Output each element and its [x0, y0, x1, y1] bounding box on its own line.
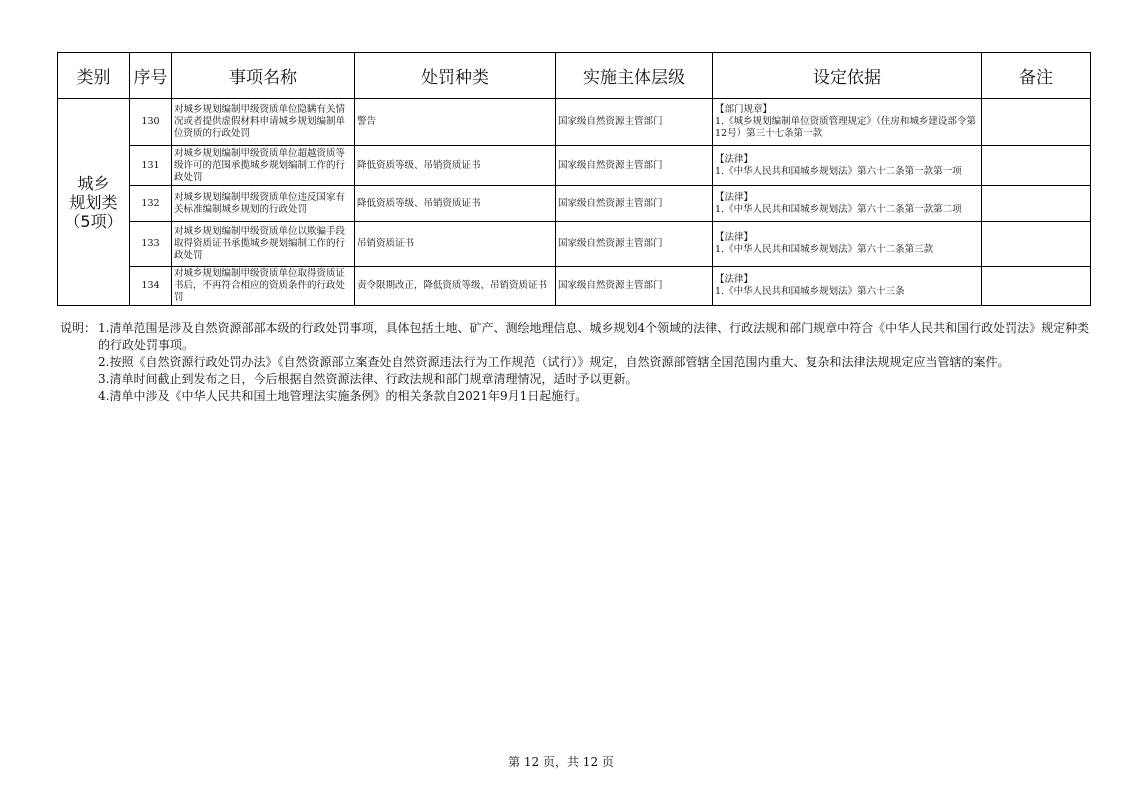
header-penalty-type: 处罚种类: [355, 53, 556, 99]
row-item-name: 对城乡规划编制甲级资质单位违反国家有关标准编制城乡规划的行政处罚: [172, 186, 355, 222]
header-number: 序号: [130, 53, 172, 99]
row-authority-level: 国家级自然资源主管部门: [556, 99, 713, 146]
penalty-list-table: [57, 52, 1091, 306]
row-number: 131: [130, 146, 172, 186]
row-authority-level: 国家级自然资源主管部门: [556, 222, 713, 267]
note-text: 2.按照《自然资源行政处罚办法》《自然资源部立案查处自然资源违法行为工作规范（试行）》规定，自然资源部管辖全国范围内重大、复杂和法律法规规定应当管辖的案件。: [98, 355, 1010, 369]
note-item: [60, 354, 1090, 371]
note-text: 3.清单时间截止到发布之日，今后根据自然资源法律、行政法规和部门规章清理情况，适时予以更新。: [98, 372, 638, 386]
row-legal-basis: 【法律】 1.《中华人民共和国城乡规划法》第六十二条第三款: [713, 222, 982, 267]
row-number: 134: [130, 267, 172, 306]
row-legal-basis: 【法律】 1.《中华人民共和国城乡规划法》第六十二条第一款第二项: [713, 186, 982, 222]
row-penalty-type: 降低资质等级、吊销资质证书: [355, 146, 556, 186]
row-authority-level: 国家级自然资源主管部门: [556, 267, 713, 306]
row-authority-level: 国家级自然资源主管部门: [556, 146, 713, 186]
notes-lead: 说明：: [60, 321, 97, 335]
row-number: 132: [130, 186, 172, 222]
table-row: [58, 99, 1091, 146]
header-legal-basis: 设定依据: [713, 53, 982, 99]
row-penalty-type: 吊销资质证书: [355, 222, 556, 267]
table-row: [58, 222, 1091, 267]
note-text: 4.清单中涉及《中华人民共和国土地管理法实施条例》的相关条款自2021年9月1日起施行。: [98, 389, 588, 403]
note-item: [60, 320, 1090, 354]
row-number: 133: [130, 222, 172, 267]
table-row: [58, 186, 1091, 222]
row-item-name: 对城乡规划编制甲级资质单位超越资质等级许可的范围承揽城乡规划编制工作的行政处罚: [172, 146, 355, 186]
row-remark: [982, 146, 1091, 186]
category-cell: 城乡 规划类 （5项）: [58, 99, 130, 306]
note-item: [60, 388, 1090, 405]
header-category: 类别: [58, 53, 130, 99]
header-authority-level: 实施主体层级: [556, 53, 713, 99]
row-item-name: 对城乡规划编制甲级资质单位隐瞒有关情况或者提供虚假材料申请城乡规划编制单位资质的行政处罚: [172, 99, 355, 146]
row-legal-basis: 【法律】 1.《中华人民共和国城乡规划法》第六十三条: [713, 267, 982, 306]
row-remark: [982, 267, 1091, 306]
row-item-name: 对城乡规划编制甲级资质单位取得资质证书后，不再符合相应的资质条件的行政处罚: [172, 267, 355, 306]
row-remark: [982, 186, 1091, 222]
page-footer: 第 12 页，共 12 页: [508, 755, 614, 769]
row-penalty-type: 责令限期改正，降低资质等级、吊销资质证书: [355, 267, 556, 306]
row-remark: [982, 99, 1091, 146]
note-item: [60, 371, 1090, 388]
row-legal-basis: 【部门规章】 1.《城乡规划编制单位资质管理规定》（住房和城乡建设部令第12号）第三十七条第一款: [713, 99, 982, 146]
table-row: [58, 267, 1091, 306]
notes-section: [60, 320, 1090, 405]
row-authority-level: 国家级自然资源主管部门: [556, 186, 713, 222]
table-row: [58, 146, 1091, 186]
row-penalty-type: 降低资质等级、吊销资质证书: [355, 186, 556, 222]
row-remark: [982, 222, 1091, 267]
table-header-row: [58, 53, 1091, 99]
row-number: 130: [130, 99, 172, 146]
header-item-name: 事项名称: [172, 53, 355, 99]
note-text: 1.清单范围是涉及自然资源部部本级的行政处罚事项，具体包括土地、矿产、测绘地理信息、城乡规划4个领域的法律、行政法规和部门规章中符合《中华人民共和国行政处罚法》规定种类的行政处罚事项。: [98, 321, 1090, 352]
header-remark: 备注: [982, 53, 1091, 99]
row-penalty-type: 警告: [355, 99, 556, 146]
row-item-name: 对城乡规划编制甲级资质单位以欺骗手段取得资质证书承揽城乡规划编制工作的行政处罚: [172, 222, 355, 267]
row-legal-basis: 【法律】 1.《中华人民共和国城乡规划法》第六十二条第一款第一项: [713, 146, 982, 186]
